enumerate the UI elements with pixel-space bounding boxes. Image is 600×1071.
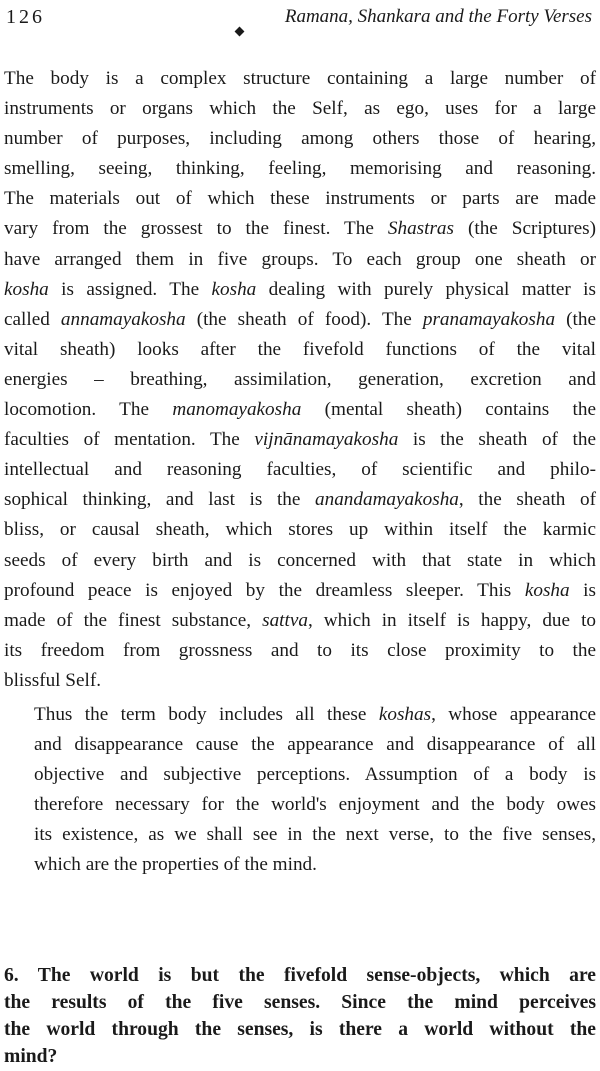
- text-run: , the sheath of: [458, 489, 596, 511]
- text-run: is the sheath of the: [398, 429, 596, 451]
- text-run: made of the finest substance,: [4, 609, 263, 631]
- heading-text: The world is but the fivefold sense-objects, which are: [37, 965, 596, 986]
- body-text: [4, 64, 596, 881]
- text-run: therefore necessary for the world's enjoyment and the body owes: [34, 794, 596, 816]
- text-run: and disappearance cause the appearance and disappearance of all: [34, 734, 596, 756]
- paragraph: [4, 700, 596, 881]
- text-line: [4, 820, 596, 850]
- text-run: , which in itself is happy, due to: [307, 609, 596, 631]
- text-run: (the: [555, 308, 596, 330]
- heading-text: the results of the five senses. Since the mind perceives: [4, 992, 596, 1013]
- running-title: Ramana, Shankara and the Forty Verses: [284, 6, 592, 27]
- page-header: [6, 6, 592, 38]
- text-line: [4, 760, 596, 790]
- text-run: bliss, or causal sheath, which stores up within itself the karmic: [4, 519, 596, 541]
- heading-line: [4, 962, 596, 989]
- text-run: dealing with purely physical matter is: [256, 278, 596, 300]
- text-line: [4, 636, 596, 666]
- text-line: [4, 154, 596, 184]
- italic-term: kosha: [211, 278, 257, 300]
- text-line: [4, 606, 596, 636]
- italic-term: annamayakosha: [60, 308, 186, 330]
- text-run: objective and subjective perceptions. Assumption of a body is: [34, 764, 596, 786]
- text-run: number of purposes, including among others those of hearing,: [4, 128, 596, 150]
- text-line: [4, 365, 596, 395]
- text-run: smelling, seeing, thinking, feeling, memorising and reasoning.: [4, 158, 596, 180]
- text-run: The body is a complex structure containing a large number of: [4, 68, 596, 89]
- italic-term: kosha: [524, 579, 570, 601]
- text-line: [4, 455, 596, 485]
- text-run: have arranged them in five groups. To each group one sheath or: [4, 248, 596, 270]
- text-run: blissful Self.: [4, 669, 102, 691]
- paragraph: [4, 64, 596, 696]
- text-run: Thus the term body includes all these: [34, 703, 379, 725]
- text-line: [4, 666, 596, 696]
- text-run: vital sheath) looks after the fivefold functions of the vital: [4, 338, 596, 360]
- heading-text: the world through the senses, is there a world without the: [4, 1019, 596, 1040]
- text-run: its freedom from grossness and to its close proximity to the: [4, 639, 596, 661]
- text-run: sophical thinking, and last is the: [4, 489, 315, 511]
- text-run: instruments or organs which the Self, as ego, uses for a large: [4, 98, 596, 120]
- heading-text: mind?: [4, 1046, 58, 1067]
- italic-term: pranamayakosha: [422, 308, 556, 330]
- italic-term: kosha: [4, 278, 49, 300]
- text-run: is: [569, 579, 596, 601]
- heading-line: [4, 1043, 596, 1070]
- text-line: [4, 395, 596, 425]
- text-run: which are the properties of the mind.: [34, 854, 317, 876]
- text-run: (the Scriptures): [453, 218, 596, 240]
- text-line: [4, 850, 596, 880]
- text-run: is assigned. The: [48, 278, 212, 300]
- text-line: [4, 214, 596, 244]
- page-number: 126: [6, 6, 45, 28]
- text-run: (the sheath of food). The: [185, 308, 423, 330]
- text-line: [4, 485, 596, 515]
- text-line: [4, 576, 596, 606]
- text-line: [4, 275, 596, 305]
- italic-term: vijnānamayakosha: [254, 429, 399, 451]
- text-run: seeds of every birth and is concerned with that state in which: [4, 549, 596, 571]
- text-run: intellectual and reasoning faculties, of scientific and philo-: [4, 459, 596, 481]
- italic-term: koshas: [378, 703, 432, 725]
- text-line: [4, 515, 596, 545]
- text-run: energies – breathing, assimilation, generation, excretion and: [4, 368, 596, 390]
- text-line: [4, 64, 596, 94]
- heading-line: [4, 1016, 596, 1043]
- text-run: called: [4, 308, 61, 330]
- italic-term: sattva: [262, 609, 308, 631]
- text-line: [4, 700, 596, 730]
- text-line: [4, 730, 596, 760]
- italic-term: anandamayakosha: [315, 489, 459, 511]
- text-run: vary from the grossest to the finest. The: [4, 218, 388, 240]
- italic-term: Shastras: [387, 218, 454, 240]
- verse-number: 6.: [4, 965, 19, 986]
- text-line: [4, 305, 596, 335]
- text-run: , whose appearance: [431, 703, 596, 725]
- text-run: profound peace is enjoyed by the dreamless sleeper. This: [4, 579, 525, 601]
- text-line: [4, 335, 596, 365]
- text-line: [4, 790, 596, 820]
- text-run: its existence, as we shall see in the next verse, to the five senses,: [34, 824, 596, 846]
- text-line: [4, 94, 596, 124]
- text-line: [4, 546, 596, 576]
- text-run: The materials out of which these instruments or parts are made: [4, 188, 596, 210]
- text-line: [4, 184, 596, 214]
- text-line: [4, 425, 596, 455]
- italic-term: manomayakosha: [172, 399, 302, 421]
- text-run: locomotion. The: [4, 399, 173, 421]
- bullet-icon: [235, 27, 245, 37]
- heading-line: [4, 989, 596, 1016]
- text-line: [4, 245, 596, 275]
- text-run: faculties of mentation. The: [4, 429, 255, 451]
- text-run: (mental sheath) contains the: [301, 399, 596, 421]
- text-line: [4, 124, 596, 154]
- verse-heading: [4, 962, 596, 1070]
